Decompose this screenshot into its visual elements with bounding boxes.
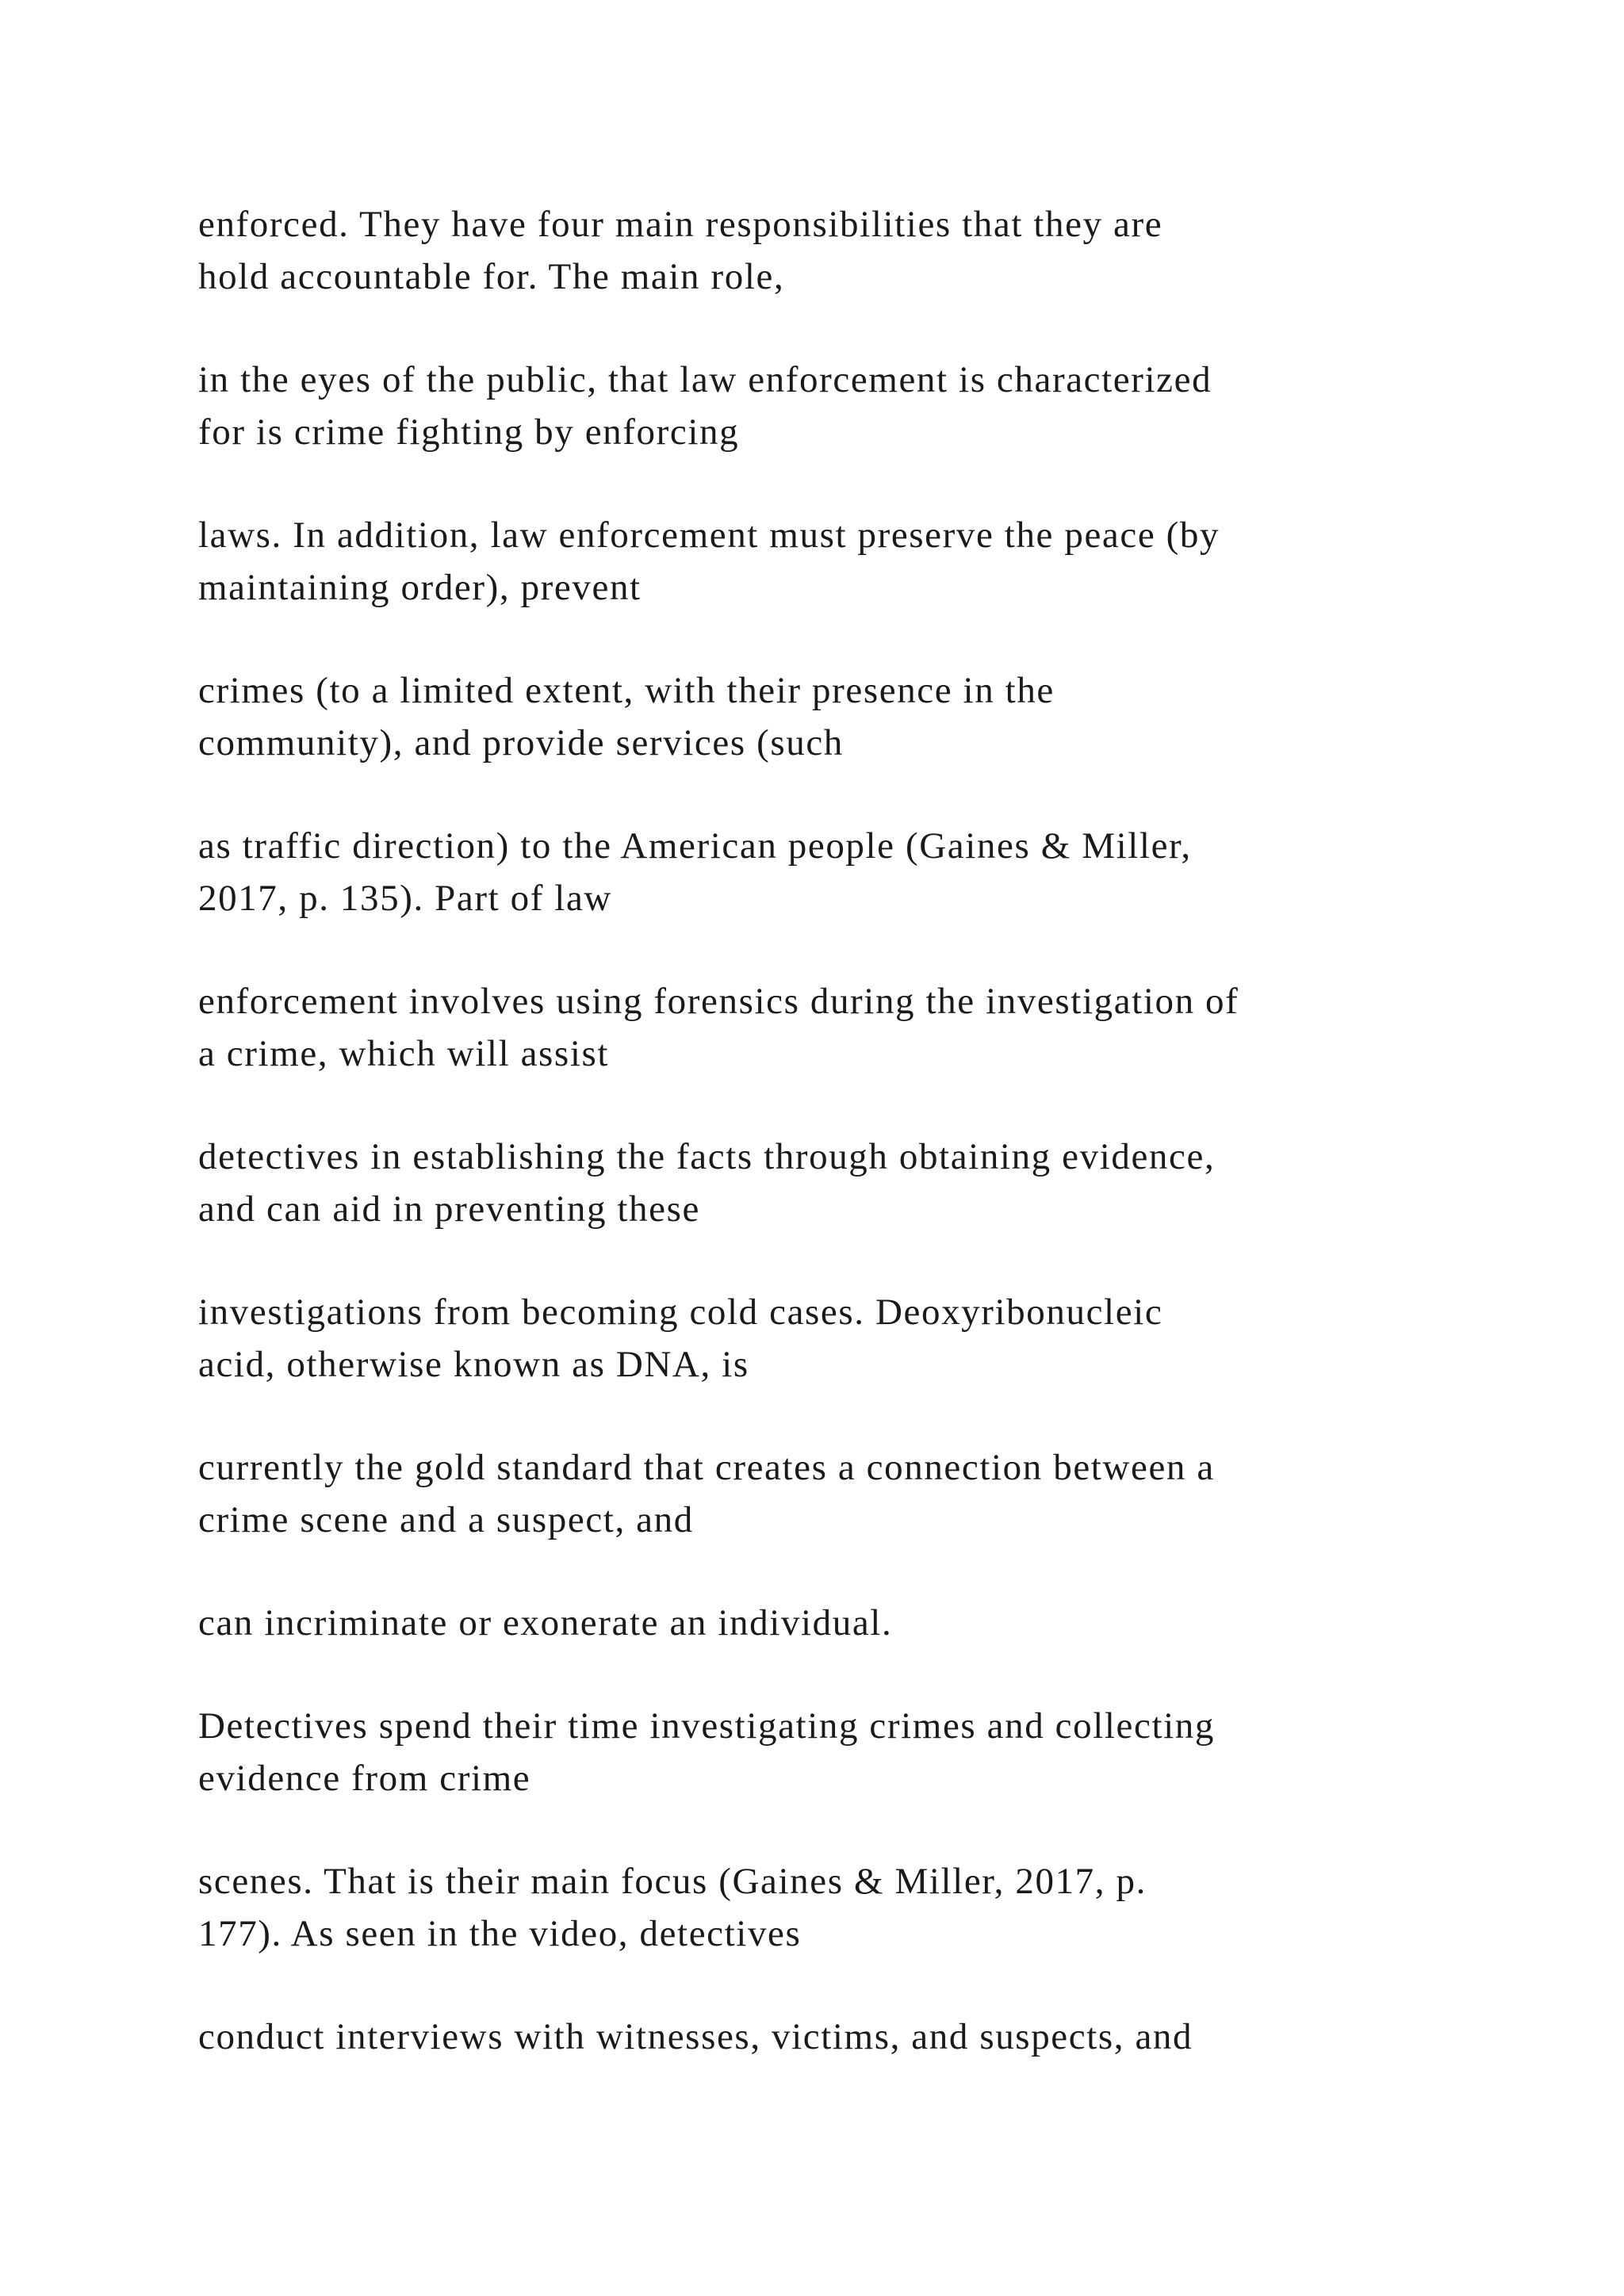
text-line: evidence from crime [198, 1758, 531, 1799]
paragraph [198, 2011, 1467, 2063]
text-line: acid, otherwise known as DNA, is [198, 1344, 749, 1385]
text-line: community), and provide services (such [198, 722, 844, 763]
paragraph [198, 664, 1467, 769]
text-line: maintaining order), prevent [198, 567, 642, 608]
paragraph [198, 509, 1467, 614]
paragraph [198, 1441, 1467, 1546]
text-line: for is crime fighting by enforcing [198, 411, 740, 453]
paragraph [198, 198, 1467, 303]
text-line: and can aid in preventing these [198, 1188, 700, 1230]
paragraph [198, 1597, 1467, 1649]
text-line: enforced. They have four main responsibilities that they are [198, 204, 1163, 245]
text-line: 2017, p. 135). Part of law [198, 878, 612, 919]
text-line: a crime, which will assist [198, 1033, 610, 1074]
text-line: can incriminate or exonerate an individual. [198, 1602, 893, 1644]
text-line: crimes (to a limited extent, with their presence in the [198, 670, 1055, 711]
document-body [198, 198, 1467, 2114]
text-line: scenes. That is their main focus (Gaines & Miller, 2017, p. [198, 1861, 1147, 1902]
text-line: in the eyes of the public, that law enforcement is characterized [198, 359, 1212, 400]
text-line: crime scene and a suspect, and [198, 1499, 694, 1540]
text-line: detectives in establishing the facts through obtaining evidence, [198, 1136, 1216, 1177]
paragraph [198, 975, 1467, 1080]
text-line: enforcement involves using forensics during the investigation of [198, 981, 1239, 1022]
paragraph [198, 354, 1467, 458]
text-line: Detectives spend their time investigating crimes and collecting [198, 1705, 1215, 1747]
text-line: laws. In addition, law enforcement must preserve the peace (by [198, 515, 1220, 556]
paragraph [198, 1855, 1467, 1960]
text-line: conduct interviews with witnesses, victims, and suspects, and [198, 2016, 1193, 2057]
paragraph [198, 1131, 1467, 1235]
paragraph [198, 1700, 1467, 1804]
paragraph [198, 820, 1467, 924]
paragraph [198, 1286, 1467, 1391]
text-line: currently the gold standard that creates a connection between a [198, 1447, 1215, 1488]
text-line: as traffic direction) to the American people (Gaines & Miller, [198, 825, 1192, 867]
text-line: hold accountable for. The main role, [198, 256, 785, 297]
text-line: investigations from becoming cold cases. Deoxyribonucleic [198, 1292, 1163, 1333]
text-line: 177). As seen in the video, detectives [198, 1913, 802, 1954]
